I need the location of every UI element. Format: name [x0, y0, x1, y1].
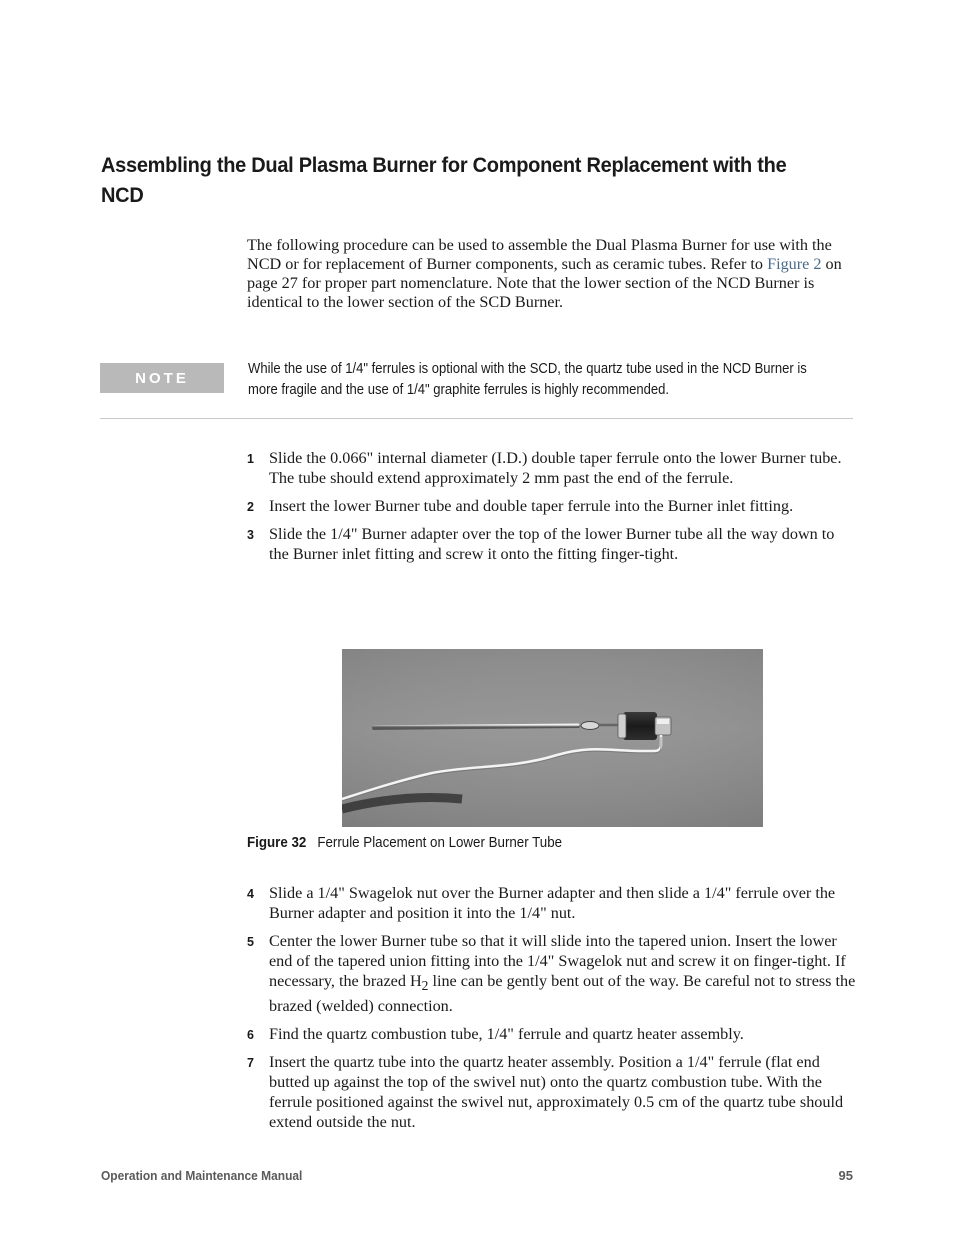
figure-caption-text: Ferrule Placement on Lower Burner Tube — [317, 835, 563, 851]
step-item — [247, 524, 857, 564]
step-number: 3 — [247, 528, 254, 542]
step-text: Insert the lower Burner tube and double taper ferrule into the Burner inlet fitting. — [269, 497, 794, 515]
step-text: Insert the quartz tube into the quartz heater assembly. Position a 1/4" ferrule (flat end butted up against the top of the swivel nut) onto the quartz combustion tube. With the ferrule positioned against the swivel nut, approximately 0.5 cm of the quartz tube should extend outside the nut. — [269, 1053, 844, 1132]
step-number: 1 — [247, 452, 254, 466]
step-number: 2 — [247, 500, 254, 514]
step-text: Center the lower Burner tube so that it will slide into the tapered union. Insert the lower end of the tapered union fitting into the 1/4" Swagelok nut and screw it on finger-tight. If necessary, the brazed H — [269, 932, 846, 990]
figure-label: Figure 32 — [247, 835, 307, 851]
step-item — [247, 496, 857, 516]
note-label: NOTE — [100, 363, 224, 393]
h2-subscript: 2 — [421, 978, 429, 994]
step-item — [247, 931, 857, 1016]
procedure-steps-2 — [247, 883, 857, 1140]
intro-text-2: on page 27 for proper part nomenclature. Note that the lower section of the NCD Burner is identical to the lower section of the SCD Burner. — [247, 255, 842, 311]
step-number: 5 — [247, 935, 254, 949]
footer-page-number: 95 — [838, 1168, 853, 1183]
step-number: 7 — [247, 1056, 254, 1071]
step-number: 6 — [247, 1028, 254, 1043]
procedure-steps-1 — [247, 448, 857, 572]
step-text: Slide the 1/4" Burner adapter over the top of the lower Burner tube all the way down to the Burner inlet fitting and screw it onto the fitting finger-tight. — [269, 525, 835, 563]
figure-2-link[interactable]: Figure 2 — [767, 255, 822, 273]
step-item — [247, 1052, 857, 1132]
burner-tube-illustration — [342, 649, 763, 827]
intro-paragraph — [247, 236, 857, 312]
step-text-cont: line can be gently bent out of the way. Be careful not to stress the brazed (welded) connection. — [269, 972, 856, 1016]
section-heading: Assembling the Dual Plasma Burner for Component Replacement with the NCD — [101, 153, 787, 207]
footer-manual-title: Operation and Maintenance Manual — [101, 1168, 303, 1183]
step-item — [247, 883, 857, 923]
step-item — [247, 1024, 857, 1044]
note-text: While the use of 1/4" ferrules is optional with the SCD, the quartz tube used in the NCD Burner is more fragile and the use of 1/4" graphite ferrules is highly recommended. — [248, 361, 807, 398]
intro-text-1: The following procedure can be used to assemble the Dual Plasma Burner for use with the NCD or for replacement of Burner components, such as ceramic tubes. Refer to — [247, 236, 832, 273]
step-item — [247, 448, 857, 488]
figure-caption — [247, 833, 562, 853]
step-text: Slide the 0.066" internal diameter (I.D.) double taper ferrule onto the lower Burner tube. The tube should extend approximately 2 mm past the end of the ferrule. — [269, 449, 842, 487]
note-divider — [100, 418, 853, 419]
ferrule-placement-photo — [342, 649, 763, 827]
step-number: 4 — [247, 887, 254, 901]
step-text: Find the quartz combustion tube, 1/4" ferrule and quartz heater assembly. — [269, 1025, 744, 1044]
step-text: Slide a 1/4" Swagelok nut over the Burner adapter and then slide a 1/4" ferrule over the Burner adapter and position it into the 1/4" nut. — [269, 884, 836, 922]
